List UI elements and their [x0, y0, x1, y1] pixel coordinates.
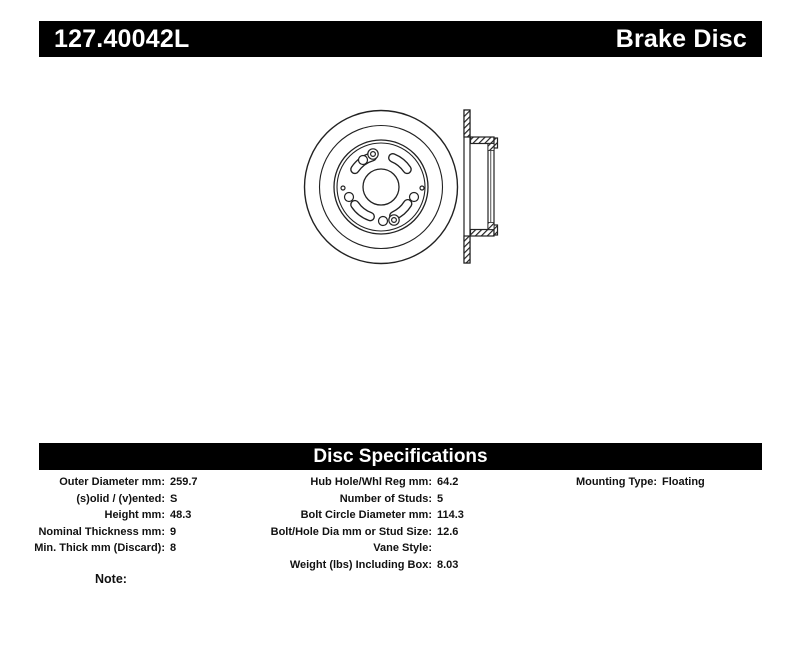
spec-value [432, 540, 437, 557]
spec-row [270, 507, 464, 524]
header-bar [39, 21, 762, 57]
product-title: Brake Disc [615, 24, 747, 53]
spec-row [20, 524, 198, 541]
spec-value: 12.6 [437, 525, 459, 538]
spec-value: 48.3 [170, 509, 192, 522]
spec-row [270, 524, 464, 541]
spec-label: Vane Style: [373, 542, 432, 555]
spec-row [20, 507, 198, 524]
spec-row [20, 491, 198, 508]
spec-label: Min. Thick mm (Discard): [34, 542, 165, 555]
spec-row [540, 474, 705, 491]
spec-column-right [540, 474, 705, 491]
technical-drawing [270, 90, 520, 290]
brake-disc-drawing [270, 90, 520, 290]
spec-label: Height mm: [104, 509, 165, 522]
brake-disc-front-view [305, 111, 458, 264]
spec-row [270, 540, 464, 557]
brake-disc-side-view [464, 110, 498, 263]
spec-label: (s)olid / (v)ented: [76, 492, 165, 505]
spec-label: Mounting Type: [575, 476, 657, 488]
spec-value: S [170, 492, 178, 505]
spec-value: 8 [170, 542, 177, 555]
spec-row [270, 557, 464, 574]
spec-value: Floating [662, 476, 705, 488]
spec-label: Number of Studs: [339, 492, 432, 505]
spec-label: Nominal Thickness mm: [38, 525, 165, 538]
spec-label: Weight (lbs) Including Box: [289, 558, 432, 571]
spec-value: 5 [437, 492, 444, 505]
part-number: 127.40042L [54, 24, 190, 53]
spec-label: Bolt/Hole Dia mm or Stud Size: [270, 525, 432, 538]
note-label: Note: [95, 572, 127, 586]
lug-holes [341, 149, 424, 226]
spec-label: Bolt Circle Diameter mm: [300, 509, 432, 522]
spec-value: 9 [170, 525, 177, 538]
spec-value: 114.3 [437, 509, 464, 522]
spec-label: Hub Hole/Whl Reg mm: [310, 476, 432, 488]
section-title: Disc Specifications [313, 445, 488, 467]
spec-value: 8.03 [437, 558, 459, 571]
spec-column-middle [270, 474, 464, 574]
spec-row [20, 474, 198, 491]
spec-row [20, 540, 198, 557]
spec-column-left [20, 474, 198, 557]
spec-value: 64.2 [437, 476, 459, 488]
spec-label: Outer Diameter mm: [59, 476, 165, 488]
spec-value: 259.7 [170, 476, 198, 488]
disc-specifications-bar [39, 443, 762, 470]
spec-row [270, 474, 464, 491]
spec-row [270, 491, 464, 508]
